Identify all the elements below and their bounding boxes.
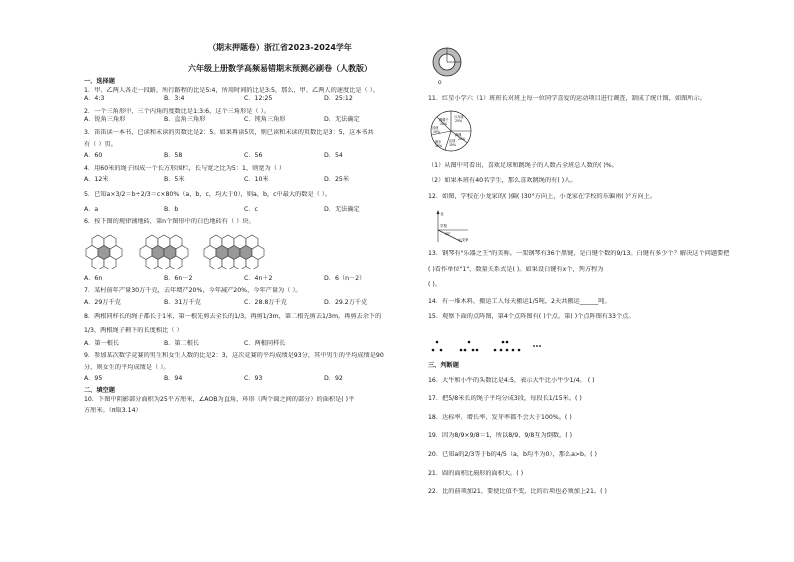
pie-label: 踢毽子 — [439, 118, 449, 122]
question-18: 18．达标率、增长率、发芽率都不会大于100%。( ) — [428, 413, 572, 421]
option: B．3:4 — [164, 95, 185, 103]
question-9-cont: 分，则女生的平均成绩是（ ）。 — [84, 363, 170, 371]
question-1-options — [84, 95, 404, 104]
question-7: 7．某村前年产量30万千克，去年增产20%，今年减产20%，今年产量为（ ）。 — [84, 287, 302, 295]
section-multiple-choice: 一、选择题 — [84, 78, 115, 85]
question-4-options — [84, 176, 404, 185]
pie-pct: 10% — [449, 143, 457, 147]
right-column-judge — [428, 362, 738, 497]
map-school-label: 学校 — [440, 224, 447, 228]
option: D．6（n－2） — [324, 274, 366, 282]
question-6: 6．按下图的规律铺地砖，第n个图形中的白色地砖有（ ）块。 — [84, 218, 255, 226]
question-19: 19．因为8/9×9/8＝1，所以8/9、9/8互为倒数。( ) — [428, 432, 573, 440]
question-3-cont: 有（ ）页。 — [84, 140, 117, 148]
option: C．56 — [244, 152, 263, 160]
question-22: 22．比的前项加21，要使比值不变，比的后项也必须加上21。( ) — [428, 488, 607, 496]
right-column-part2 — [428, 162, 738, 202]
question-10: 10．下图中阴影部分面积为25平方厘米，∠AOB为直角，环形（两个圆之间的部分）的面积是( )平 — [84, 395, 355, 403]
question-9-options — [84, 375, 404, 384]
question-21: 21．圆的面积比扇形的面积大。( ) — [428, 469, 524, 477]
pie-pct: 20% — [458, 137, 466, 141]
pie-pct: 25% — [455, 119, 463, 123]
question-6-options — [84, 275, 404, 284]
direction-map-figure — [428, 208, 478, 244]
question-7-options — [84, 299, 404, 308]
option: A．6n — [84, 274, 103, 282]
pie-label: 跑步 — [435, 140, 442, 144]
pie-pct: 20% — [440, 122, 448, 126]
option: C．c — [244, 205, 258, 213]
option: B．直角三角形 — [164, 116, 206, 124]
option: D．无法确定 — [324, 116, 360, 124]
option: D．92 — [324, 375, 343, 383]
question-2-options — [84, 116, 404, 125]
question-11: 11．红星小学六（1）班班长对班上每一位同学喜爱的运动项目进行调查，制成了统计图，如图所示。 — [428, 95, 706, 102]
pie-pct: 15% — [435, 144, 443, 148]
exam-subtitle: 六年级上册数学高频易错期末预测必刷卷（人教版） — [188, 64, 372, 73]
hexagon-tiles-figure — [84, 229, 384, 269]
sports-pie-chart — [428, 108, 474, 154]
pie-label: 跳绳 — [455, 133, 462, 137]
question-8-options — [84, 340, 404, 349]
option: A．95 — [84, 375, 103, 383]
option: A．12米 — [84, 176, 109, 184]
option: B．5米 — [164, 176, 185, 184]
question-5: 5．已知a×3/2＝b÷2/3＝c×80%（a，b，c，均大于0），则a，b，c中最大的数是（ ）。 — [84, 190, 332, 198]
question-11-2: （2）如果本班有40名学生，那么喜欢跳绳的有( )人。 — [428, 176, 577, 184]
option: A．锐角三角形 — [84, 116, 126, 124]
ellipsis-dots — [533, 345, 541, 347]
option: C．4n＋2 — [244, 274, 273, 282]
question-9: 9．参加某次数学竞赛的男生和女生人数的比是2：3，这次竞赛的平均成绩是93分，其中男生的平均成绩是90 — [84, 352, 384, 360]
dot-pattern-2 — [460, 341, 479, 352]
question-4: 4．用60米的绳子围成一个长方形围栏，长与宽之比为5：1，则宽为（ ） — [84, 164, 286, 172]
pie-label: 其他 — [432, 126, 439, 130]
question-12: 12．如图，学校在小龙家的( )偏( )30°方向上，小龙家在学校的东偏南( )°方向上。 — [428, 193, 656, 201]
option: B．58 — [164, 152, 183, 160]
hex-figure-1 — [86, 235, 122, 269]
option: C．12:25 — [244, 95, 273, 103]
question-13-cont2: ( )。 — [428, 281, 441, 289]
option: D．25:12 — [324, 95, 353, 103]
option: D．29.2万千克 — [324, 298, 368, 306]
option: D．无法确定 — [324, 205, 360, 213]
left-column — [84, 78, 404, 416]
pie-label: 乒乓球 — [454, 115, 464, 119]
svg-text:O: O — [438, 81, 442, 86]
annulus-figure — [430, 40, 464, 90]
exam-title: （期末押题卷）浙江省2023-2024学年 — [208, 43, 352, 52]
option: B．31万千克 — [164, 298, 201, 306]
dot-pattern-1 — [432, 341, 443, 352]
option: A．29万千克 — [84, 298, 121, 306]
option: B．第二根长 — [164, 339, 200, 347]
section-fill-blank: 二、填空题 — [84, 387, 115, 395]
option: C．10米 — [244, 176, 269, 184]
question-20: 20．已知a的2/3等于b的4/5（a，b均不为0），那么a>b。( ) — [428, 450, 597, 458]
dot-pattern-figure — [430, 336, 570, 358]
right-column — [428, 95, 738, 104]
hex-figure-3 — [204, 235, 264, 269]
question-8-cont: 1/3，两根绳子剩下的长度相比（ ） — [84, 327, 183, 335]
map-home-label: 小龙家 — [458, 238, 469, 242]
question-5-options — [84, 206, 404, 215]
option: B．b — [164, 205, 179, 213]
question-8: 8．两根同样长的绳子都长于1米，第一根先剪去全长的1/3，再剪1/3m，第二根先剪去1/3m，再剪去余下的 — [84, 312, 382, 320]
question-13: 13．钢琴有"乐器之王"的美称。一架钢琴有36个黑键，是白键个数的9/13。白键有多少个？解决这个问题要把 — [428, 250, 730, 257]
map-north-label: 北 — [440, 212, 444, 216]
section-true-false: 三、判断题 — [428, 362, 459, 369]
question-3: 3．笛笛读一本书，已读和未读的页数比是2：5。如果再读5页，则已读和未读的页数比是3：5，这本书共 — [84, 128, 374, 136]
option: D．54 — [324, 152, 343, 160]
pie-label: 足球 — [449, 139, 456, 143]
question-14: 14．有一堆木料，搬运工人每天搬运1/5吨，2天共搬运______吨。 — [428, 297, 611, 305]
option: A．4:3 — [84, 95, 105, 103]
dot-pattern-3 — [494, 341, 521, 352]
question-10-cont: 方厘米。（π取3.14） — [84, 407, 142, 415]
question-15: 15．观察下面的点阵图，第4个点阵图有( )个点，第( )个点阵图有33个点。 — [428, 313, 635, 321]
question-2: 2．一个三角形中，三个内角的度数比是1:3:6，这个三角形是（ ）。 — [84, 107, 270, 115]
pie-pct: 10% — [433, 130, 441, 134]
question-1: 1．甲、乙两人各走一段路，所行路程的比是5:4，所用时间的比是3:5，那么，甲、乙两人的速度比是（ ）。 — [84, 86, 379, 94]
option: C．钝角三角形 — [244, 116, 286, 124]
hex-figure-2 — [140, 235, 188, 269]
question-11-1: （1）从图中可看出，喜欢足球和跳绳子的人数占全班总人数的( )%。 — [428, 162, 618, 169]
right-column-part3 — [428, 250, 738, 322]
option: C．93 — [244, 375, 263, 383]
question-16: 16．大牛和小牛的头数比是4:5，表示大牛比小牛少1/4。 ( ) — [428, 376, 595, 384]
option: A．a — [84, 205, 99, 213]
option: C．28.8万千克 — [244, 298, 287, 306]
option: A．第一根长 — [84, 339, 120, 347]
option: B．6n－2 — [164, 274, 193, 282]
question-13-cont: ( )看作单位"1"，数量关系式是( )。如果设白键有x个，列方程为 — [428, 265, 604, 273]
option: B．94 — [164, 375, 183, 383]
question-17: 17．把5/8米长的绳子平均分成3段，每段长1/15米。( ) — [428, 395, 582, 403]
question-3-options — [84, 152, 404, 161]
option: A．60 — [84, 152, 103, 160]
option: D．25米 — [324, 176, 350, 184]
map-angle-label: 30° — [445, 232, 451, 236]
option: C．两根同样长 — [244, 339, 286, 347]
